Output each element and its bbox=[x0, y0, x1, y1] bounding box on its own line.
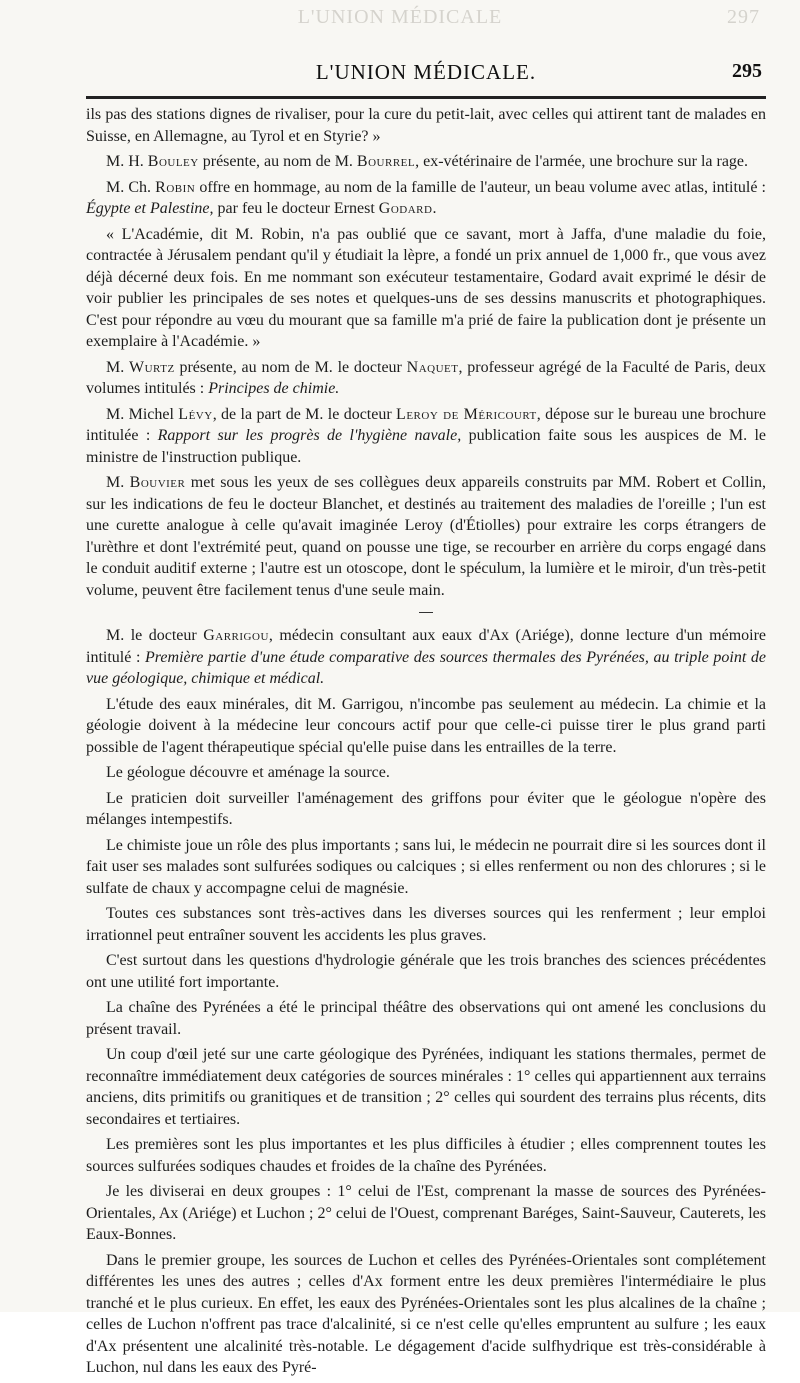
text: M. Michel bbox=[106, 405, 179, 423]
person-name: Bouley bbox=[147, 153, 199, 170]
paragraph: Un coup d'œil jeté sur une carte géologique des Pyrénées, indiquant les stations thermales, permet de reconnaître immédiatement deux catégories de sources minérales : 1° celles qui appartiennent aux terrains anciens, dits primitifs ou granitiques et de transition ; 2° celles qui sourdent des terrains plus récents, dits secondaires et tertiaires. bbox=[86, 1046, 766, 1128]
article-body bbox=[86, 104, 766, 1383]
paragraph-bouley bbox=[86, 151, 766, 173]
text: M. Ch. bbox=[106, 178, 156, 196]
book-title: Principes de chimie. bbox=[208, 380, 340, 397]
page-header bbox=[86, 60, 766, 90]
text: M. H. bbox=[106, 153, 148, 170]
person-name: Bourrel bbox=[356, 153, 416, 170]
text: M. bbox=[106, 358, 130, 376]
paragraph-levy bbox=[86, 404, 766, 469]
page-number: 295 bbox=[732, 60, 762, 82]
text: met sous les yeux de ses collègues deux appareils construits par MM. Robert et Collin, sur les indications de feu le docteur Blanchet, et destinés au traitement des maladies de l'oreille ; l'un est une curette analogue à celle qu'avait imaginée Leroy (d'Étiolles) pour extraire les corps étrangers de l'urèthre et dont l'extrémité peut, quand on pousse une tige, se recourber en arrière du corps engagé dans le conduit auditif externe ; l'autre est un otoscope, dont le spéculum, la lumière et le miroir, d'un très-petit volume, peuvent être facilement tenus d'une seule main. bbox=[86, 474, 766, 599]
paragraph-robin-quote: « L'Académie, dit M. Robin, n'a pas oublié que ce savant, mort à Jaffa, d'une maladie du foie, contractée à Jérusalem pendant qu'il y étudiait la lèpre, a fondé un prix annuel de 1,000 fr., que vous avez déjà décerné deux fois. En me nommant son exécuteur testamentaire, Godard avait exprimé le désir de voir publier les principales de ses notes et quelques-uns de ses dessins manuscrits et photographiques. C'est pour répondre au vœu du mourant que sa famille m'a prié de faire la publication dont je présente un exemplaire à l'Académie. » bbox=[86, 225, 766, 350]
person-name: Godard bbox=[378, 200, 433, 217]
paragraph: Le géologue découvre et aménage la source. bbox=[106, 764, 390, 781]
separator-dash bbox=[419, 612, 433, 613]
book-title: Égypte et Palestine, bbox=[86, 200, 214, 217]
paragraph-continuation: ils pas des stations dignes de rivaliser, pour la cure du petit-lait, avec celles qui attirent tant de malades en Suisse, en Allemagne, au Tyrol et en Styrie? » bbox=[86, 106, 766, 145]
paragraph: Je les diviserai en deux groupes : 1° celui de l'Est, comprenant la masse de sources des Pyrénées-Orientales, Ax (Ariége) et Luchon ; 2° celui de l'Ouest, comprenant Baréges, Saint-Sauveur, Cauterets, les Eaux-Bonnes. bbox=[86, 1183, 766, 1243]
paragraph: Le praticien doit surveiller l'aménagement des griffons pour éviter que le géologue n'opère des mélanges intempestifs. bbox=[86, 789, 766, 828]
text: M. le docteur bbox=[106, 627, 204, 644]
person-name: Robin bbox=[155, 178, 196, 196]
text: . bbox=[432, 200, 437, 217]
running-title: L'UNION MÉDICALE. bbox=[315, 60, 537, 84]
person-name: Wurtz bbox=[129, 358, 175, 376]
person-name: Naquet bbox=[406, 358, 459, 376]
text: présente, au nom de M. bbox=[198, 153, 357, 170]
paragraph: Les premières sont les plus importantes et les plus difficiles à étudier ; elles comprennent toutes les sources sulfurées sodiques chaudes et froides de la chaîne des Pyrénées. bbox=[86, 1136, 766, 1175]
text: publication faite sous les auspices de M. le ministre de l'instruction publique. bbox=[86, 427, 766, 466]
paragraph: C'est surtout dans les questions d'hydrologie générale que les trois branches des sciences précédentes ont une utilité fort importante. bbox=[86, 952, 766, 991]
text: , professeur agrégé de la Faculté de Paris, deux volumes intitulés : bbox=[86, 358, 766, 397]
paragraph-garrigou bbox=[86, 625, 766, 690]
section-separator bbox=[86, 605, 766, 619]
text: M. bbox=[106, 474, 130, 491]
text: , ex-vétérinaire de l'armée, une brochure sur la rage. bbox=[415, 153, 749, 170]
person-name: Bouvier bbox=[129, 474, 186, 491]
bleed-through-page-number: 297 bbox=[727, 6, 760, 28]
paragraph: Le chimiste joue un rôle des plus importants ; sans lui, le médecin ne pourrait dire si les sources dont il fait user ses malades sont sulfurées sodiques ou calciques ; si elles renferment ou non des chlorures ; si le sulfate de chaux y accompagne celui de magnésie. bbox=[86, 836, 766, 897]
text: offre en hommage, au nom de la famille de l'auteur, un beau volume avec atlas, intitulé : bbox=[195, 178, 767, 196]
person-name: Lévy bbox=[178, 405, 213, 423]
header-rule bbox=[86, 96, 766, 99]
text: par feu le docteur Ernest bbox=[213, 200, 379, 217]
paragraph: Toutes ces substances sont très-actives dans les diverses sources qui les renferment ; leur emploi irrationnel peut entraîner souvent les accidents les plus graves. bbox=[86, 905, 766, 944]
paragraph-robin bbox=[86, 177, 766, 220]
memoir-title: Première partie d'une étude comparative des sources thermales des Pyrénées, au triple point de vue géologique, chimique et médical. bbox=[86, 648, 766, 687]
text: , de la part de M. le docteur bbox=[212, 405, 397, 423]
bleed-through-title: L'UNION MÉDICALE bbox=[297, 6, 503, 28]
bleed-through-header bbox=[0, 6, 800, 29]
paragraph-wurtz bbox=[86, 357, 766, 400]
paragraph: Dans le premier groupe, les sources de Luchon et celles des Pyrénées-Orientales sont complétement différentes les unes des autres ; celles d'Ax forment entre les deux premières l'intermédiaire le plus tranché et le plus curieux. En effet, les eaux des Pyrénées-Orientales sont les plus alcalines de la chaîne ; celles de Luchon n'offrent pas trace d'alcalinité, si ce n'est celle qu'elles empruntent au sulfure ; les eaux d'Ax présentent une alcalinité très-notable. Le dégagement d'acide sulfhydrique est très-considérable à Luchon, nul dans les eaux des Pyré- bbox=[86, 1251, 766, 1376]
person-name: Garrigou bbox=[203, 627, 269, 644]
person-name: Leroy de Méricourt bbox=[396, 405, 537, 423]
text: présente, au nom de M. le docteur bbox=[174, 358, 407, 376]
book-title: Rapport sur les progrès de l'hygiène navale, bbox=[157, 427, 462, 444]
paragraph: La chaîne des Pyrénées a été le principal théâtre des observations qui ont amené les conclusions du présent travail. bbox=[86, 999, 766, 1038]
paragraph-bouvier bbox=[86, 472, 766, 601]
paragraph: L'étude des eaux minérales, dit M. Garrigou, n'incombe pas seulement au médecin. La chimie et la géologie doivent à la médecine leur concours actif pour que celle-ci puisse tirer le plus grand parti possible de l'agent thérapeutique spécial qu'elle puise dans les entrailles de la terre. bbox=[86, 695, 766, 756]
text: , médecin consultant aux eaux d'Ax (Ariége), donne lecture d'un mémoire intitulé : bbox=[86, 627, 767, 666]
text: , dépose sur le bureau une brochure intitulée : bbox=[86, 405, 767, 444]
